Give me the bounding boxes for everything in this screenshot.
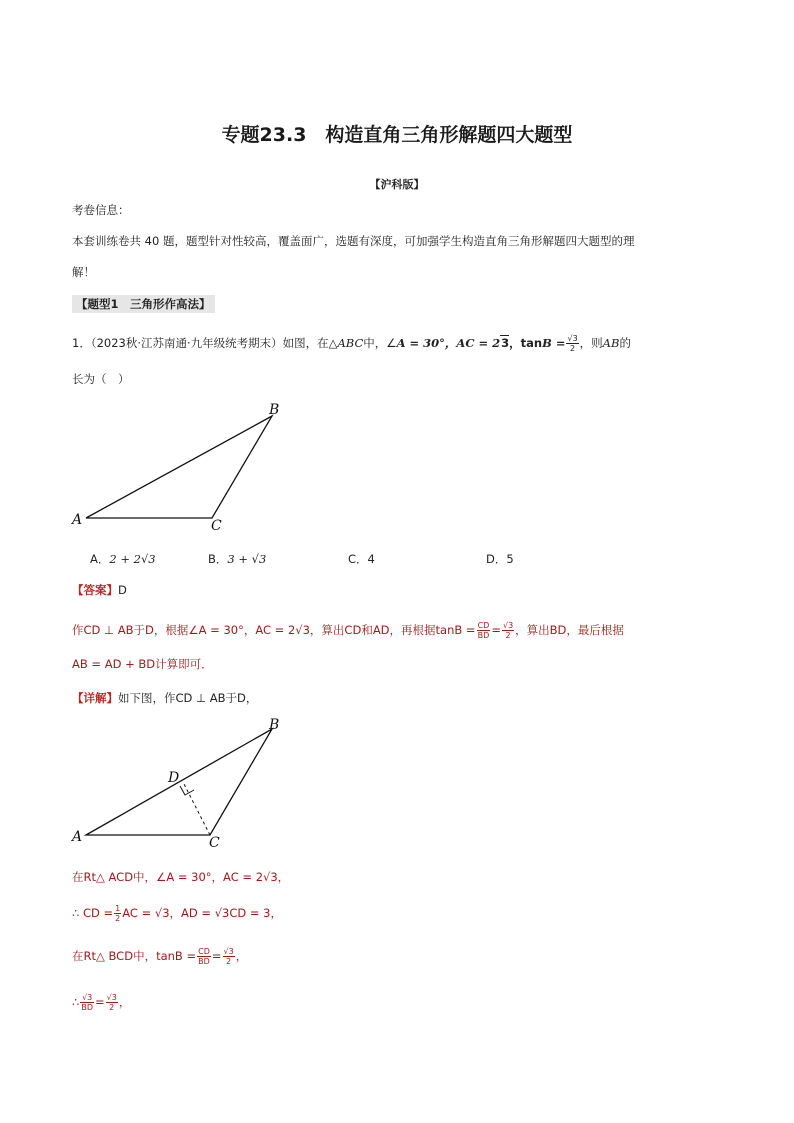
answer-value: D: [118, 583, 127, 597]
option-b[interactable]: [208, 551, 266, 567]
page-title: 专题23.3 构造直角三角形解题四大题型: [221, 124, 573, 146]
half-fraction: [114, 904, 121, 923]
exam-info-desc: 本套训练卷共 40 题，题型针对性较高，覆盖面广，选题有深度，可加强学生构造直角三角形解题四大题型的理: [72, 234, 635, 248]
fraction-denominator: BD: [477, 631, 490, 640]
option-value: 4: [367, 552, 375, 566]
option-d[interactable]: [486, 551, 514, 567]
section-tag-text: 【题型1 三角形作高法】: [76, 297, 211, 311]
tan-fraction: [197, 947, 211, 966]
analysis-fraction-2: [502, 621, 514, 640]
solution-step-4: [72, 993, 130, 1012]
option-c[interactable]: [348, 551, 375, 567]
fraction-numerator: √3: [567, 334, 578, 343]
triangle-name: ABC: [337, 336, 364, 350]
segment-ab: AB: [602, 336, 620, 350]
analysis-line-1: [72, 621, 624, 640]
option-a[interactable]: [90, 551, 156, 567]
option-value: 5: [506, 552, 514, 566]
step-text: ∴ CD =: [72, 906, 114, 920]
step-text: =: [94, 995, 105, 1009]
ac-value: AC = 2: [456, 336, 501, 350]
tan-b: B =: [542, 336, 566, 350]
triangle-figure: [66, 398, 296, 538]
angle-a-value: A = 30°，: [396, 336, 457, 350]
equation-fraction: [80, 993, 94, 1012]
stem-text: 中，∠: [363, 336, 397, 350]
vertex-b-label: B: [269, 717, 280, 733]
fraction-numerator: CD: [198, 947, 210, 956]
altitude-cd: [184, 784, 210, 835]
fraction-denominator: 2: [115, 914, 121, 923]
edition-label: 【沪科版】: [369, 178, 425, 191]
stem-text: 如图，在△: [282, 336, 338, 350]
detail-tag: 【详解】: [72, 691, 118, 705]
analysis-text: =: [491, 623, 501, 637]
vertex-d-label: D: [168, 770, 180, 786]
step-text: ，: [235, 949, 248, 963]
answer-row: [72, 582, 127, 598]
option-label: C．: [348, 552, 368, 566]
analysis-line-2: AB = AD + BD计算即可．: [72, 657, 213, 671]
step-text: AC = √3，AD = √3CD = 3，: [122, 906, 282, 920]
step-text: ，: [118, 995, 131, 1009]
fraction-numerator: √3: [82, 993, 93, 1002]
answer-tag: 【答案】: [72, 583, 118, 597]
triangle-figure-with-altitude: [66, 715, 296, 855]
vertex-a-label: A: [72, 512, 83, 528]
fraction-numerator: √3: [502, 621, 514, 630]
question-stem: [72, 334, 631, 353]
fraction-numerator: CD: [477, 621, 490, 630]
solution-step-1: 在Rt△ ACD中，∠A = 30°，AC = 2√3，: [72, 870, 290, 884]
option-label: B．: [208, 552, 228, 566]
question-source: （2023秋·江苏南通·九年级统考期末）: [90, 336, 283, 350]
stem-text: ，则: [579, 336, 603, 350]
triangle-abc: [86, 416, 272, 518]
fraction-denominator: BD: [198, 957, 210, 966]
option-value: 2 + 2√3: [109, 552, 156, 566]
analysis-text: 作CD ⊥ AB于D，根据∠A = 30°，AC = 2√3，算出CD和AD，再根据tanB =: [72, 623, 476, 637]
option-label: A．: [90, 552, 110, 566]
step-text: 在Rt△ BCD中，tanB =: [72, 949, 197, 963]
detail-text: 如下图，作CD ⊥ AB于D，: [118, 691, 258, 705]
exam-info-desc-cont: 解！: [72, 265, 95, 279]
solution-step-3: [72, 947, 247, 966]
vertex-a-label: A: [72, 829, 83, 845]
sqrt-three: 3: [501, 336, 510, 350]
tan-value-fraction: [223, 947, 235, 966]
fraction-denominator: 2: [505, 631, 511, 640]
fraction-denominator: 2: [109, 1003, 115, 1012]
step-text: ∴: [72, 995, 80, 1009]
equation-fraction-2: [106, 993, 118, 1012]
tan-text: ，tan: [509, 336, 543, 350]
vertex-b-label: B: [269, 402, 280, 418]
fraction-denominator: BD: [81, 1003, 93, 1012]
analysis-text: ，算出BD，最后根据: [515, 623, 624, 637]
option-label: D．: [486, 552, 507, 566]
section-tag: [72, 295, 215, 313]
step-text: =: [211, 949, 222, 963]
analysis-fraction: [477, 621, 491, 640]
option-value: 3 + √3: [227, 552, 267, 566]
fraction-numerator: 1: [115, 904, 121, 913]
vertex-c-label: C: [209, 835, 220, 851]
stem-text: 的: [619, 336, 631, 350]
detail-row: [72, 690, 257, 706]
solution-step-2: [72, 904, 282, 923]
fraction-denominator: 2: [226, 957, 232, 966]
question-number: 1．: [72, 336, 91, 350]
vertex-c-label: C: [211, 518, 222, 534]
fraction-denominator: 2: [570, 344, 576, 353]
exam-info-label: 考卷信息：: [72, 203, 130, 217]
question-stem-cont: 长为（ ）: [72, 372, 130, 386]
tan-b-fraction: [566, 334, 578, 353]
fraction-numerator: √3: [223, 947, 234, 956]
fraction-numerator: √3: [106, 993, 117, 1002]
